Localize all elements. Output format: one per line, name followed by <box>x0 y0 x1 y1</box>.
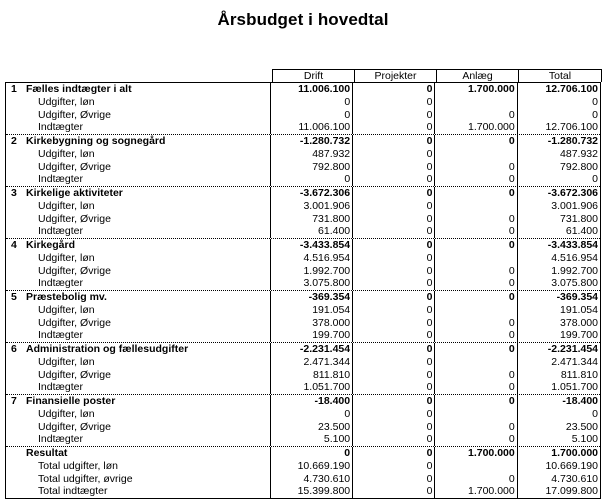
table-row <box>6 161 600 174</box>
cell-anlaeg <box>435 356 517 369</box>
cell-projekter: 0 <box>353 148 435 161</box>
cell-projekter: 0 <box>353 317 435 330</box>
cell-projekter: 0 <box>353 265 435 278</box>
cell-drift: 11.006.100 <box>271 83 353 96</box>
cell-total: 23.500 <box>565 420 598 433</box>
cell-total: 2.471.344 <box>551 355 598 368</box>
cell-drift: 731.800 <box>271 213 353 226</box>
cell-anlaeg: 1.700.000 <box>435 485 517 498</box>
cell-projekter: 0 <box>353 395 435 408</box>
budget-group <box>6 187 600 239</box>
group-label <box>6 343 271 356</box>
cell-anlaeg: 0 <box>435 265 517 278</box>
cell-total: 731.800 <box>560 212 598 225</box>
cell-projekter: 0 <box>353 277 435 290</box>
group-number: 6 <box>11 343 17 355</box>
cell-drift: -1.280.732 <box>271 135 353 148</box>
cell-total: 378.000 <box>560 316 598 329</box>
table-row <box>6 356 600 369</box>
cell-total: 0 <box>592 95 598 108</box>
cell-projekter: 0 <box>353 447 435 460</box>
row-label: Udgifter, løn <box>6 148 271 161</box>
cell-anlaeg: 0 <box>435 239 517 252</box>
group-number: 2 <box>11 135 17 147</box>
cell-anlaeg: 0 <box>435 329 517 342</box>
cell-total: 811.810 <box>560 368 598 381</box>
cell-anlaeg: 0 <box>435 473 517 486</box>
group-total-row <box>6 343 600 356</box>
cell-drift: 1.992.700 <box>271 265 353 278</box>
cell-anlaeg: 0 <box>435 161 517 174</box>
cell-anlaeg: 0 <box>435 395 517 408</box>
cell-total: 1.051.700 <box>551 381 598 394</box>
row-label: Indtægter <box>6 225 271 238</box>
budget-group <box>6 83 600 135</box>
column-header-projekter: Projekter <box>355 70 437 83</box>
cell-drift: 1.051.700 <box>271 381 353 394</box>
cell-total: 17.099.800 <box>545 485 598 498</box>
cell-total: -369.354 <box>556 291 599 303</box>
cell-total: 1.992.700 <box>551 264 598 277</box>
cell-anlaeg: 0 <box>435 225 517 238</box>
row-label: Udgifter, løn <box>6 200 271 213</box>
group-title: Kirkegård <box>26 239 76 251</box>
cell-anlaeg: 0 <box>435 187 517 200</box>
group-number: 4 <box>11 239 17 251</box>
row-label: Udgifter, Øvrige <box>6 109 271 122</box>
table-row <box>6 173 600 186</box>
table-row <box>6 213 600 226</box>
cell-total: -3.672.306 <box>547 187 599 199</box>
cell-total: 0 <box>592 407 598 420</box>
cell-projekter: 0 <box>353 460 435 473</box>
table-row <box>6 225 600 238</box>
cell-total: -18.400 <box>562 395 599 407</box>
cell-total: 12.706.100 <box>545 121 598 134</box>
row-label: Udgifter, løn <box>6 408 271 421</box>
column-header-anlaeg: Anlæg <box>437 70 519 83</box>
cell-drift: 378.000 <box>271 317 353 330</box>
cell-drift: 811.810 <box>271 369 353 382</box>
cell-projekter: 0 <box>353 135 435 148</box>
budget-group <box>6 135 600 187</box>
table-row <box>6 252 600 265</box>
cell-drift: 4.516.954 <box>271 252 353 265</box>
row-label: Indtægter <box>6 173 271 186</box>
cell-anlaeg: 1.700.000 <box>435 83 517 96</box>
row-label: Udgifter, Øvrige <box>6 369 271 382</box>
cell-total: 487.932 <box>560 147 598 160</box>
cell-drift: 4.730.610 <box>271 473 353 486</box>
cell-anlaeg: 0 <box>435 173 517 186</box>
page-title: Årsbudget i hovedtal <box>217 10 389 29</box>
cell-drift: 0 <box>271 408 353 421</box>
row-label: Udgifter, Øvrige <box>6 421 271 434</box>
row-label: Udgifter, løn <box>6 356 271 369</box>
cell-total: 1.700.000 <box>551 447 599 459</box>
cell-total: -2.231.454 <box>547 343 599 355</box>
table-row <box>6 121 600 134</box>
row-label: Udgifter, løn <box>6 304 271 317</box>
cell-total: 4.730.610 <box>551 472 598 485</box>
row-label: Indtægter <box>6 433 271 446</box>
cell-anlaeg: 0 <box>435 369 517 382</box>
cell-projekter: 0 <box>353 96 435 109</box>
row-label: Indtægter <box>6 277 271 290</box>
cell-projekter: 0 <box>353 473 435 486</box>
cell-anlaeg <box>435 460 517 473</box>
table-row <box>6 109 600 122</box>
group-total-row <box>6 239 600 252</box>
cell-projekter: 0 <box>353 161 435 174</box>
cell-projekter: 0 <box>353 381 435 394</box>
table-row <box>6 200 600 213</box>
cell-projekter: 0 <box>353 485 435 498</box>
cell-total: 4.516.954 <box>551 251 598 264</box>
cell-drift: 2.471.344 <box>271 356 353 369</box>
group-title: Resultat <box>26 447 68 459</box>
cell-anlaeg: 0 <box>435 213 517 226</box>
cell-anlaeg: 1.700.000 <box>435 121 517 134</box>
cell-anlaeg: 0 <box>435 317 517 330</box>
row-label: Indtægter <box>6 121 271 134</box>
cell-anlaeg: 0 <box>435 135 517 148</box>
cell-projekter: 0 <box>353 213 435 226</box>
row-label: Indtægter <box>6 381 271 394</box>
table-row <box>6 473 600 486</box>
row-label: Udgifter, Øvrige <box>6 161 271 174</box>
cell-drift: -2.231.454 <box>271 343 353 356</box>
cell-total: 0 <box>592 173 598 186</box>
cell-projekter: 0 <box>353 304 435 317</box>
cell-drift: -369.354 <box>271 291 353 304</box>
cell-drift: 15.399.800 <box>271 485 353 498</box>
cell-projekter: 0 <box>353 173 435 186</box>
cell-total: 792.800 <box>560 160 598 173</box>
cell-anlaeg: 0 <box>435 433 517 446</box>
budget-group <box>6 291 600 343</box>
cell-anlaeg: 0 <box>435 109 517 122</box>
row-label: Udgifter, Øvrige <box>6 213 271 226</box>
cell-drift: 3.075.800 <box>271 277 353 290</box>
table-row <box>6 277 600 290</box>
cell-projekter: 0 <box>353 252 435 265</box>
cell-projekter: 0 <box>353 356 435 369</box>
group-number: 1 <box>11 83 17 95</box>
table-row <box>6 421 600 434</box>
group-title: Finansielle poster <box>26 395 116 407</box>
cell-total: 191.054 <box>560 303 598 316</box>
cell-anlaeg <box>435 408 517 421</box>
cell-projekter: 0 <box>353 200 435 213</box>
group-number: 3 <box>11 187 17 199</box>
table-row <box>6 304 600 317</box>
cell-drift: 11.006.100 <box>271 121 353 134</box>
column-header-total: Total <box>548 70 572 82</box>
table-row <box>6 433 600 446</box>
budget-group <box>6 343 600 395</box>
group-title: Præstebolig mv. <box>26 291 107 303</box>
group-label <box>6 447 271 460</box>
column-header-row <box>272 69 602 82</box>
group-total-row <box>6 83 600 96</box>
row-label: Total udgifter, øvrige <box>6 473 271 486</box>
cell-total: 3.001.906 <box>551 199 598 212</box>
budget-group <box>6 395 600 447</box>
row-label: Total indtægter <box>6 485 271 498</box>
cell-total: -3.433.854 <box>547 239 599 251</box>
cell-total: 3.075.800 <box>551 277 598 290</box>
table-row <box>6 369 600 382</box>
cell-drift: -3.672.306 <box>271 187 353 200</box>
column-header-drift: Drift <box>273 70 355 83</box>
cell-anlaeg: 0 <box>435 291 517 304</box>
cell-anlaeg: 0 <box>435 381 517 394</box>
cell-anlaeg <box>435 148 517 161</box>
cell-total: 12.706.100 <box>545 83 599 95</box>
group-title: Kirkelige aktiviteter <box>26 187 123 199</box>
cell-drift: 0 <box>271 109 353 122</box>
cell-total: 10.669.190 <box>545 459 598 472</box>
group-number: 7 <box>11 395 17 407</box>
row-label: Indtægter <box>6 329 271 342</box>
cell-anlaeg: 0 <box>435 421 517 434</box>
group-label <box>6 135 271 148</box>
budget-group <box>6 447 600 498</box>
cell-projekter: 0 <box>353 83 435 96</box>
table-row <box>6 148 600 161</box>
group-title: Administration og fællesudgifter <box>26 343 189 355</box>
cell-anlaeg: 0 <box>435 343 517 356</box>
group-label <box>6 239 271 252</box>
group-total-row <box>6 187 600 200</box>
row-label: Udgifter, Øvrige <box>6 265 271 278</box>
table-row <box>6 329 600 342</box>
cell-projekter: 0 <box>353 291 435 304</box>
cell-drift: 199.700 <box>271 329 353 342</box>
table-row <box>6 485 600 498</box>
cell-anlaeg <box>435 200 517 213</box>
table-row <box>6 317 600 330</box>
cell-drift: 10.669.190 <box>271 460 353 473</box>
cell-anlaeg: 1.700.000 <box>435 447 517 460</box>
cell-drift: 191.054 <box>271 304 353 317</box>
group-total-row <box>6 395 600 408</box>
cell-projekter: 0 <box>353 433 435 446</box>
cell-projekter: 0 <box>353 121 435 134</box>
cell-drift: 487.932 <box>271 148 353 161</box>
table-row <box>6 460 600 473</box>
cell-drift: 3.001.906 <box>271 200 353 213</box>
table-row <box>6 96 600 109</box>
group-label <box>6 83 271 96</box>
cell-total: 199.700 <box>560 329 598 342</box>
group-label <box>6 187 271 200</box>
group-total-row <box>6 135 600 148</box>
group-number: 5 <box>11 291 17 303</box>
row-label: Total udgifter, løn <box>6 460 271 473</box>
group-title: Fælles indtægter i alt <box>26 83 132 95</box>
cell-projekter: 0 <box>353 329 435 342</box>
cell-drift: 5.100 <box>271 433 353 446</box>
cell-drift: 23.500 <box>271 421 353 434</box>
row-label: Udgifter, løn <box>6 96 271 109</box>
cell-drift: 792.800 <box>271 161 353 174</box>
cell-total: 61.400 <box>565 225 598 238</box>
cell-projekter: 0 <box>353 369 435 382</box>
cell-projekter: 0 <box>353 421 435 434</box>
cell-total: 5.100 <box>571 433 598 446</box>
group-title: Kirkebygning og sognegård <box>26 135 166 147</box>
cell-projekter: 0 <box>353 408 435 421</box>
group-label <box>6 395 271 408</box>
cell-drift: 0 <box>271 447 353 460</box>
cell-anlaeg <box>435 304 517 317</box>
cell-anlaeg <box>435 96 517 109</box>
group-total-row <box>6 291 600 304</box>
cell-anlaeg <box>435 252 517 265</box>
row-label: Udgifter, Øvrige <box>6 317 271 330</box>
cell-drift: -3.433.854 <box>271 239 353 252</box>
cell-projekter: 0 <box>353 187 435 200</box>
table-row <box>6 408 600 421</box>
budget-group <box>6 239 600 291</box>
cell-projekter: 0 <box>353 225 435 238</box>
cell-projekter: 0 <box>353 343 435 356</box>
cell-drift: 0 <box>271 173 353 186</box>
budget-table <box>5 82 601 499</box>
table-row <box>6 381 600 394</box>
cell-total: 0 <box>592 108 598 121</box>
cell-anlaeg: 0 <box>435 277 517 290</box>
table-row <box>6 265 600 278</box>
cell-drift: -18.400 <box>271 395 353 408</box>
cell-drift: 0 <box>271 96 353 109</box>
row-label: Udgifter, løn <box>6 252 271 265</box>
cell-total: -1.280.732 <box>547 135 599 147</box>
cell-projekter: 0 <box>353 239 435 252</box>
cell-projekter: 0 <box>353 109 435 122</box>
group-total-row <box>6 447 600 460</box>
cell-drift: 61.400 <box>271 225 353 238</box>
group-label <box>6 291 271 304</box>
